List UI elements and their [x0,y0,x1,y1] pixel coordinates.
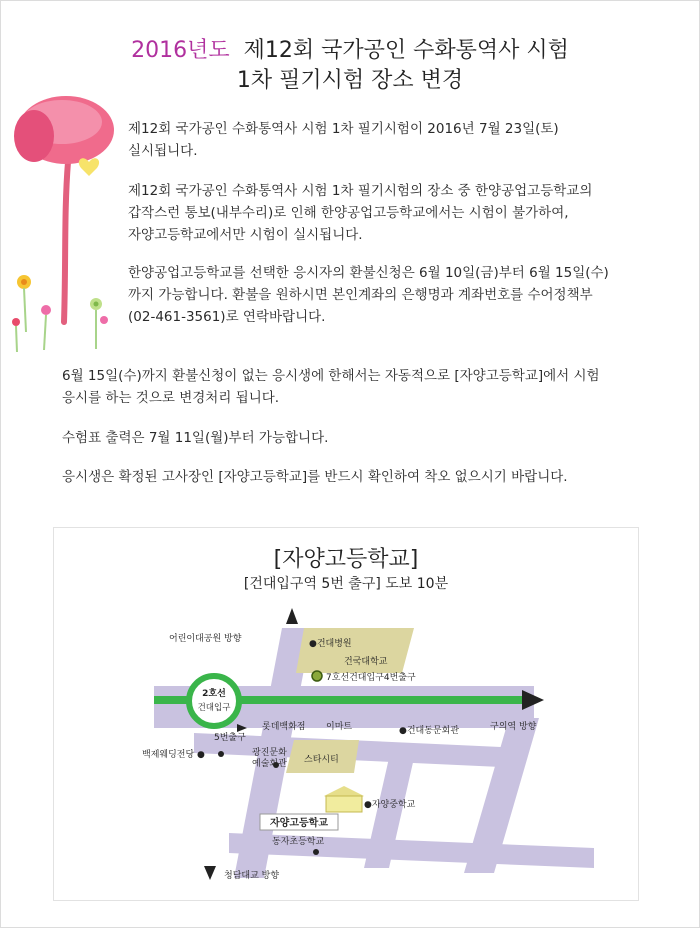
label-baekje: 백제웨딩전당 ● [142,750,205,760]
label-children-park: 어린이대공원 방향 [169,634,242,644]
title-line1: 제12회 국가공인 수화통역사 시험 [243,38,569,63]
label-line7-exit4: 7호선건대입구4번출구 [326,673,416,683]
station-circle [189,676,239,726]
paragraph-venue-change: 제12회 국가공인 수화통역사 시험 1차 필기시험의 장소 중 한양공업고등학교의 갑작스런 통보(내부수리)로 인해 한양공업고등학교에서는 시험이 불가하여, 자양고등학교에서만 시험이 실시됩니다. [128,183,593,243]
paragraph-refund: 한양공업고등학교를 선택한 응시자의 환불신청은 6월 10일(금)부터 6월 15일(수) 까지 가능합니다. 환불을 원하시면 본인계좌의 은행명과 계좌번호를 수어정책부 (02-461-3561)로 연락바랍니다. [128,265,609,325]
label-dongja: 동자초등학교 [272,837,325,847]
map-graphic [54,528,638,900]
label-konkuk-station: 건대입구 [197,703,231,713]
label-konkuk-hospital: ●건대병원 [309,639,352,649]
paragraph-ticket-print: 수험표 출력은 7월 11일(월)부터 가능합니다. [62,430,329,446]
mailbox-illustration [6,92,116,362]
label-exit5: 5번출구 [214,733,246,743]
title-line2: 1차 필기시험 장소 변경 [236,68,464,93]
label-starcity: 스타시티 [304,755,339,765]
paragraph-confirm-venue: 응시생은 확정된 고사장인 [자양고등학교]를 반드시 확인하여 착오 없으시기 바랍니다. [62,469,568,485]
map-subtitle: [건대입구역 5번 출구] 도보 10분 [243,576,449,592]
label-guui: 구의역 방향 [490,722,537,732]
arrow-south-icon [204,866,216,880]
label-gwangjin-1: 광진문화 [252,748,287,758]
label-gwangjin-2: 예술회관 [252,759,287,769]
paragraph-auto-change: 6월 15일(수)까지 환불신청이 없는 응시생에 한해서는 자동적으로 [자양고등학교]에서 시험 응시를 하는 것으로 변경처리 됩니다. [62,368,600,406]
label-konkuk-univ: 건국대학교 [344,657,388,667]
label-line2: 2호선 [202,689,226,699]
page-title [0,36,700,96]
location-map [53,527,639,901]
map-title: [자양고등학교] [273,547,419,572]
title-year: 2016년도 [131,38,230,63]
label-emart: 이마트 [326,722,353,732]
label-jayang-middle: ●자양중학교 [364,800,416,810]
paragraph-exam-date: 제12회 국가공인 수화통역사 시험 1차 필기시험이 2016년 7월 23일(토) 실시됩니다. [128,121,559,159]
label-jayang-high: 자양고등학교 [270,818,328,829]
label-lotte: 롯데백화점 [262,722,306,732]
arrow-north-icon [286,608,298,624]
school-building-icon [324,786,364,812]
label-cheongdam: 청담대교 방향 [224,871,280,881]
label-konkuk-alumni: ●건대동문회관 [399,726,460,736]
